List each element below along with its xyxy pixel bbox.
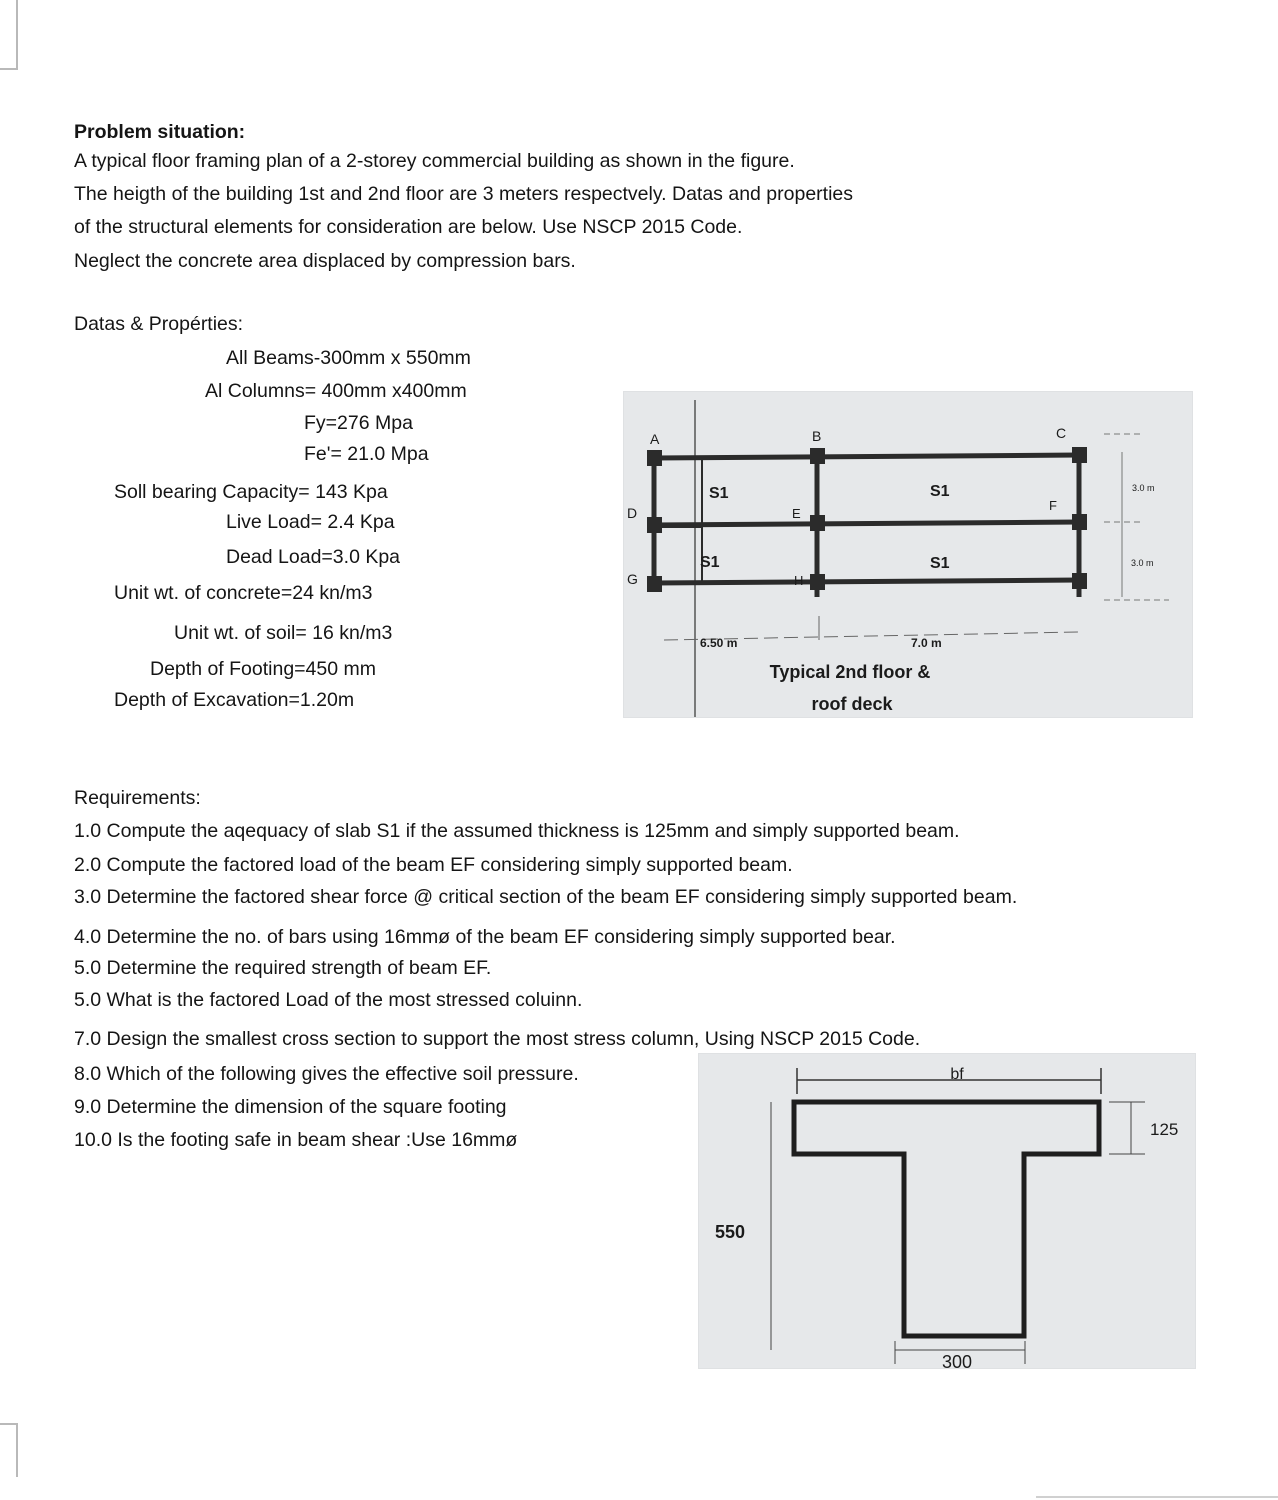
web-width-label: 300 xyxy=(941,1352,973,1368)
slab-label: S1 xyxy=(700,554,720,571)
data-item: Dead Load=3.0 Kpa xyxy=(226,546,401,568)
requirement-item: 9.0 Determine the dimension of the square footing xyxy=(74,1096,507,1118)
problem-line: A typical floor framing plan of a 2-storey commercial building as shown in the figure. xyxy=(74,150,795,172)
requirement-item: 5.0 What is the factored Load of the most stressed coluinn. xyxy=(74,989,583,1011)
problem-heading: Problem situation: xyxy=(74,121,246,143)
requirements-heading: Requirements: xyxy=(74,787,201,809)
data-item: Al Columns= 400mm x400mm xyxy=(205,380,467,402)
grid-label: B xyxy=(812,428,822,444)
flange-thickness-label: 125 xyxy=(1150,1120,1179,1139)
grid-label: D xyxy=(627,505,638,521)
flange-width-label: bf xyxy=(950,1066,964,1083)
dimension-label: 3.0 m xyxy=(1131,558,1154,568)
dimension-label: 7.0 m xyxy=(911,636,942,650)
requirement-item: 10.0 Is the footing safe in beam shear :Use 16mmø xyxy=(74,1129,518,1151)
plan-caption: Typical 2nd floor & xyxy=(769,662,931,682)
data-item: Depth of Excavation=1.20m xyxy=(114,689,355,711)
data-item: Unit wt. of soil= 16 kn/m3 xyxy=(174,622,393,644)
page-corner-mark xyxy=(0,1423,18,1477)
requirement-item: 1.0 Compute the aqequacy of slab S1 if the assumed thickness is 125mm and simply supported beam. xyxy=(74,820,960,842)
data-item: Fy=276 Mpa xyxy=(304,412,413,434)
requirement-item: 5.0 Determine the required strength of beam EF. xyxy=(74,957,492,979)
grid-label: H xyxy=(794,573,804,588)
requirement-item: 8.0 Which of the following gives the effective soil pressure. xyxy=(74,1063,579,1085)
requirement-item: 7.0 Design the smallest cross section to support the most stress column, Using NSCP 2015 Code. xyxy=(74,1028,921,1050)
dimension-label: 6.50 m xyxy=(700,636,738,650)
slab-label: S1 xyxy=(930,555,950,572)
slab-label: S1 xyxy=(930,483,950,500)
grid-label: G xyxy=(627,571,638,587)
t-beam-drawing xyxy=(699,1054,1195,1368)
data-heading: Datas & Propérties: xyxy=(74,313,244,335)
data-item: Depth of Footing=450 mm xyxy=(150,658,377,680)
depth-label: 550 xyxy=(715,1222,746,1242)
requirement-item: 2.0 Compute the factored load of the beam EF considering simply supported beam. xyxy=(74,854,793,876)
grid-label: C xyxy=(1056,425,1067,441)
requirement-item: 4.0 Determine the no. of bars using 16mmø of the beam EF considering simply supported bear. xyxy=(74,926,896,948)
data-item: Live Load= 2.4 Kpa xyxy=(226,511,395,533)
problem-line: The heigth of the building 1st and 2nd floor are 3 meters respectvely. Datas and properties xyxy=(74,183,854,205)
problem-line: Neglect the concrete area displaced by compression bars. xyxy=(74,250,576,272)
framing-plan-figure xyxy=(623,391,1193,718)
data-item: Soll bearing Capacity= 143 Kpa xyxy=(114,481,388,503)
page-edge-line xyxy=(1036,1496,1278,1498)
data-item: Unit wt. of concrete=24 kn/m3 xyxy=(114,582,373,604)
plan-caption: roof deck xyxy=(811,694,893,714)
requirement-item: 3.0 Determine the factored shear force @ critical section of the beam EF considering simply supported beam. xyxy=(74,886,1018,908)
dimension-label: 3.0 m xyxy=(1132,483,1155,493)
problem-line: of the structural elements for consideration are below. Use NSCP 2015 Code. xyxy=(74,216,743,238)
grid-label: E xyxy=(792,506,801,521)
grid-label: F xyxy=(1049,498,1057,513)
framing-plan-drawing xyxy=(624,392,1192,717)
t-beam-section-figure xyxy=(698,1053,1196,1369)
slab-label: S1 xyxy=(709,485,729,502)
data-item: Fe'= 21.0 Mpa xyxy=(304,443,429,465)
data-item: All Beams-300mm x 550mm xyxy=(226,347,471,369)
page-corner-mark xyxy=(0,0,18,70)
grid-label: A xyxy=(650,431,660,447)
